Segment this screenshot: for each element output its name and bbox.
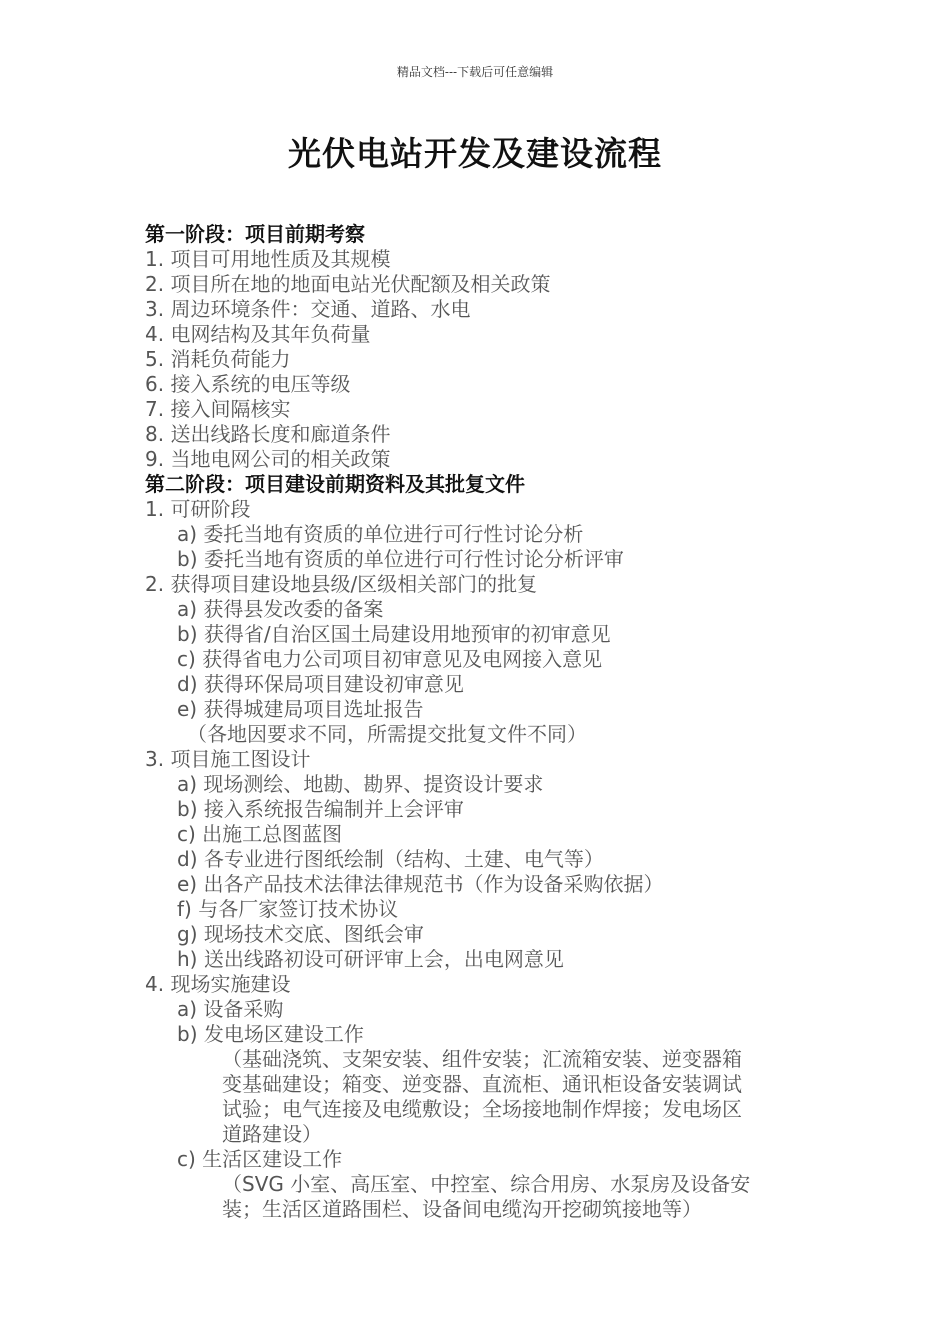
sub-item: a) 设备采购 [177,997,284,1021]
approval-note: （各地因要求不同，所需提交批复文件不同） [187,722,587,746]
list-item: 2. 项目所在地的地面电站光伏配额及相关政策 [145,272,551,296]
header-note: 精品文档---下载后可任意编辑 [396,65,554,79]
list-item: 7. 接入间隔核实 [145,397,291,421]
section-title: 1. 可研阶段 [145,497,251,521]
list-item: 4. 电网结构及其年负荷量 [145,322,371,346]
list-item: 9. 当地电网公司的相关政策 [145,447,391,471]
sub-item: e) 获得城建局项目选址报告 [177,697,424,721]
sub-item: d) 各专业进行图纸绘制（结构、土建、电气等） [177,847,604,871]
list-item: 1. 项目可用地性质及其规模 [145,247,391,271]
sub-item: b) 接入系统报告编制并上会评审 [177,797,464,821]
sub-item: c) 获得省电力公司项目初审意见及电网接入意见 [177,647,603,671]
detail-line: 变基础建设；箱变、逆变器、直流柜、通讯柜设备安装调试 [222,1072,742,1096]
section-feasibility [145,497,817,572]
section-construction [145,972,817,1222]
sub-item: b) 委托当地有资质的单位进行可行性讨论分析评审 [177,547,624,571]
list-item: 6. 接入系统的电压等级 [145,372,351,396]
section-design [145,747,817,972]
sub-item: d) 获得环保局项目建设初审意见 [177,672,464,696]
section-title: 4. 现场实施建设 [145,972,291,996]
stage1-list [145,247,817,472]
sub-item: a) 获得县发改委的备案 [177,597,384,621]
sub-item: c) 出施工总图蓝图 [177,822,343,846]
detail-line: （基础浇筑、支架安装、组件安装；汇流箱安装、逆变器箱 [222,1047,742,1071]
sub-item: c) 生活区建设工作 [177,1147,343,1171]
sub-item: f) 与各厂家签订技术协议 [177,897,399,921]
sub-item: a) 委托当地有资质的单位进行可行性讨论分析 [177,522,584,546]
detail-line: 试验；电气连接及电缆敷设；全场接地制作焊接；发电场区 [222,1097,742,1121]
list-item: 8. 送出线路长度和廊道条件 [145,422,391,446]
detail-line: 装；生活区道路围栏、设备间电缆沟开挖砌筑接地等） [222,1197,702,1221]
sub-item: a) 现场测绘、地勘、勘界、提资设计要求 [177,772,544,796]
document-title: 光伏电站开发及建设流程 [288,134,662,173]
detail-line: 道路建设） [222,1122,322,1146]
section-title: 3. 项目施工图设计 [145,747,311,771]
sub-item: e) 出各产品技术法律法律规范书（作为设备采购依据） [177,872,664,896]
document-body [145,222,817,1222]
stage2-heading: 第二阶段：项目建设前期资料及其批复文件 [145,472,525,496]
list-item: 3. 周边环境条件：交通、道路、水电 [145,297,471,321]
sub-item: g) 现场技术交底、图纸会审 [177,922,424,946]
section-title: 2. 获得项目建设地县级/区级相关部门的批复 [145,572,538,596]
section-approvals [145,572,817,747]
sub-item: b) 获得省/自治区国土局建设用地预审的初审意见 [177,622,611,646]
sub-item: h) 送出线路初设可研评审上会，出电网意见 [177,947,564,971]
sub-item: b) 发电场区建设工作 [177,1022,364,1046]
list-item: 5. 消耗负荷能力 [145,347,291,371]
stage1-heading: 第一阶段：项目前期考察 [145,222,365,246]
detail-line: （SVG 小室、高压室、中控室、综合用房、水泵房及设备安 [222,1172,751,1196]
